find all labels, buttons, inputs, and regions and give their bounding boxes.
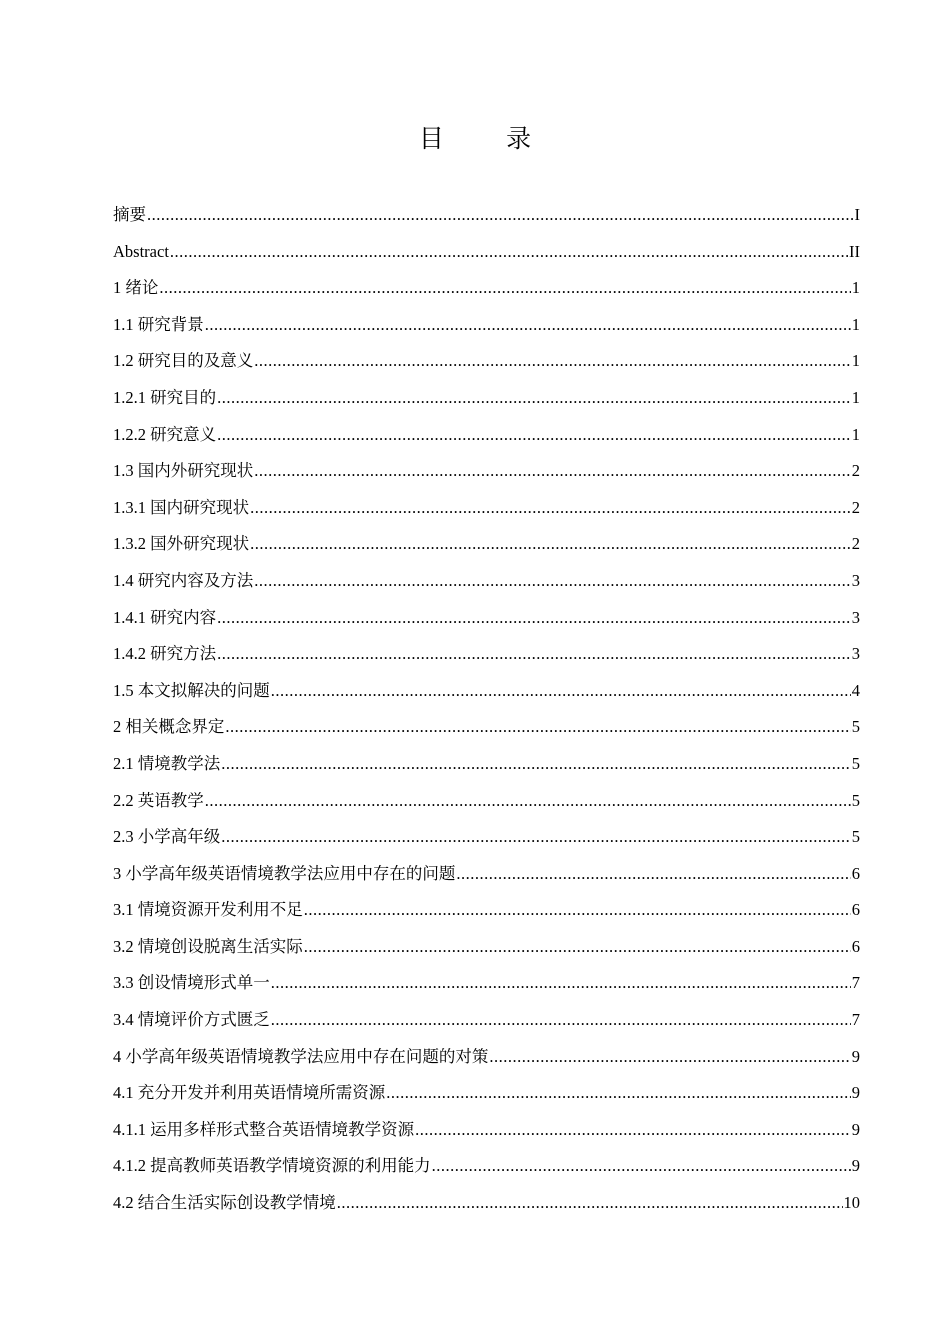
toc-entry-label: 1.2.2 研究意义: [113, 424, 217, 444]
dot-leader: [432, 1148, 851, 1185]
dot-leader: [271, 1002, 851, 1039]
toc-entry-label: 3.2 情境创设脱离生活实际: [113, 936, 303, 956]
toc-entry-label: 2.3 小学高年级: [113, 827, 221, 847]
dot-leader: [205, 307, 851, 344]
toc-entry-label: 1.1 研究背景: [113, 314, 204, 334]
toc-entry-label: 4 小学高年级英语情境教学法应用中存在问题的对策: [113, 1046, 489, 1066]
toc-entry-label: 1.3.2 国外研究现状: [113, 534, 250, 554]
toc-entry-page-number: 1: [851, 387, 860, 407]
toc-entry[interactable]: [113, 343, 860, 380]
toc-entry[interactable]: [113, 197, 860, 234]
dot-leader: [225, 709, 850, 746]
toc-entry-label: 1.3 国内外研究现状: [113, 461, 254, 481]
toc-entry-label: 2.2 英语教学: [113, 790, 204, 810]
toc-entry-label: 1 绪论: [113, 278, 159, 298]
toc-entry-label: 3.1 情境资源开发利用不足: [113, 900, 303, 920]
toc-entry-label: 3.3 创设情境形式单一: [113, 973, 270, 993]
dot-leader: [250, 490, 851, 527]
toc-entry[interactable]: [113, 1148, 860, 1185]
toc-entry-page-number: 5: [851, 717, 860, 737]
toc-entry-page-number: 2: [851, 461, 860, 481]
dot-leader: [254, 563, 851, 600]
toc-entry-label: 2.1 情境教学法: [113, 753, 221, 773]
toc-entry[interactable]: [113, 1002, 860, 1039]
dot-leader: [271, 673, 851, 710]
toc-entry-page-number: 1: [851, 351, 860, 371]
toc-entry-page-number: 7: [851, 1010, 860, 1030]
dot-leader: [456, 856, 850, 893]
toc-entry[interactable]: [113, 270, 860, 307]
toc-entry-page-number: 9: [851, 1156, 860, 1176]
toc-entry[interactable]: [113, 709, 860, 746]
dot-leader: [159, 270, 850, 307]
toc-entry-page-number: 2: [851, 534, 860, 554]
toc-entry-page-number: 2: [851, 497, 860, 517]
toc-entry[interactable]: [113, 307, 860, 344]
toc-entry[interactable]: [113, 965, 860, 1002]
toc-entry[interactable]: [113, 783, 860, 820]
toc-entry-page-number: 10: [843, 1193, 860, 1213]
dot-leader: [250, 526, 851, 563]
dot-leader: [221, 746, 851, 783]
toc-entry-page-number: II: [849, 241, 860, 261]
toc-entry-label: 摘要: [113, 205, 146, 224]
toc-entry-label: 1.3.1 国内研究现状: [113, 497, 250, 517]
toc-entry-label: 2 相关概念界定: [113, 717, 225, 737]
dot-leader: [415, 1112, 851, 1149]
toc-entry-page-number: 5: [851, 827, 860, 847]
toc-entry[interactable]: [113, 417, 860, 454]
toc-entry-page-number: 1: [851, 314, 860, 334]
toc-entry-page-number: I: [854, 205, 860, 224]
toc-entry[interactable]: [113, 819, 860, 856]
toc-entry-label: 1.4 研究内容及方法: [113, 570, 254, 590]
toc-entry-label: 3 小学高年级英语情境教学法应用中存在的问题: [113, 863, 456, 883]
toc-entry-label: 4.2 结合生活实际创设教学情境: [113, 1193, 336, 1213]
toc-entry[interactable]: [113, 1112, 860, 1149]
table-of-contents: [113, 197, 860, 1222]
toc-entry[interactable]: [113, 563, 860, 600]
toc-entry-label: 4.1.1 运用多样形式整合英语情境教学资源: [113, 1119, 415, 1139]
toc-entry[interactable]: [113, 1185, 860, 1222]
toc-entry-page-number: 9: [851, 1046, 860, 1066]
toc-entry-label: 3.4 情境评价方式匮乏: [113, 1010, 270, 1030]
toc-entry-page-number: 9: [851, 1083, 860, 1103]
toc-entry[interactable]: [113, 929, 860, 966]
toc-entry-page-number: 4: [851, 680, 860, 700]
toc-entry-page-number: 3: [851, 644, 860, 664]
toc-entry-page-number: 9: [851, 1119, 860, 1139]
toc-entry[interactable]: [113, 234, 860, 271]
toc-entry-page-number: 1: [851, 424, 860, 444]
dot-leader: [217, 636, 851, 673]
toc-entry-label: 4.1.2 提高教师英语教学情境资源的利用能力: [113, 1156, 431, 1176]
dot-leader: [386, 1075, 851, 1112]
toc-entry[interactable]: [113, 380, 860, 417]
toc-entry-page-number: 3: [851, 570, 860, 590]
toc-entry[interactable]: [113, 453, 860, 490]
dot-leader: [304, 929, 851, 966]
dot-leader: [217, 600, 851, 637]
toc-entry[interactable]: [113, 856, 860, 893]
toc-entry-page-number: 6: [851, 936, 860, 956]
dot-leader: [221, 819, 851, 856]
toc-entry-page-number: 7: [851, 973, 860, 993]
toc-entry-label: 1.5 本文拟解决的问题: [113, 680, 270, 700]
toc-entry-page-number: 6: [851, 863, 860, 883]
dot-leader: [205, 783, 851, 820]
toc-entry-label: 1.2.1 研究目的: [113, 387, 217, 407]
toc-entry[interactable]: [113, 490, 860, 527]
toc-entry[interactable]: [113, 746, 860, 783]
toc-entry[interactable]: [113, 1039, 860, 1076]
dot-leader: [147, 197, 854, 234]
toc-entry-label: 1.2 研究目的及意义: [113, 351, 254, 371]
toc-entry[interactable]: [113, 673, 860, 710]
toc-entry[interactable]: [113, 1075, 860, 1112]
toc-entry-label: Abstract: [113, 241, 169, 261]
toc-entry-page-number: 5: [851, 753, 860, 773]
dot-leader: [254, 453, 851, 490]
dot-leader: [217, 417, 851, 454]
dot-leader: [271, 965, 851, 1002]
dot-leader: [217, 380, 851, 417]
page-title: 目 录: [418, 126, 560, 153]
toc-entry-page-number: 1: [851, 278, 860, 298]
toc-entry[interactable]: [113, 600, 860, 637]
toc-entry[interactable]: [113, 526, 860, 563]
dot-leader: [304, 892, 851, 929]
toc-entry[interactable]: [113, 892, 860, 929]
dot-leader: [337, 1185, 843, 1222]
toc-entry-label: 1.4.1 研究内容: [113, 607, 217, 627]
toc-entry-page-number: 6: [851, 900, 860, 920]
dot-leader: [254, 343, 851, 380]
dot-leader: [170, 234, 848, 271]
toc-entry-label: 4.1 充分开发并利用英语情境所需资源: [113, 1083, 386, 1103]
toc-entry-page-number: 3: [851, 607, 860, 627]
toc-entry[interactable]: [113, 636, 860, 673]
toc-entry-page-number: 5: [851, 790, 860, 810]
toc-entry-label: 1.4.2 研究方法: [113, 644, 217, 664]
dot-leader: [489, 1039, 850, 1076]
